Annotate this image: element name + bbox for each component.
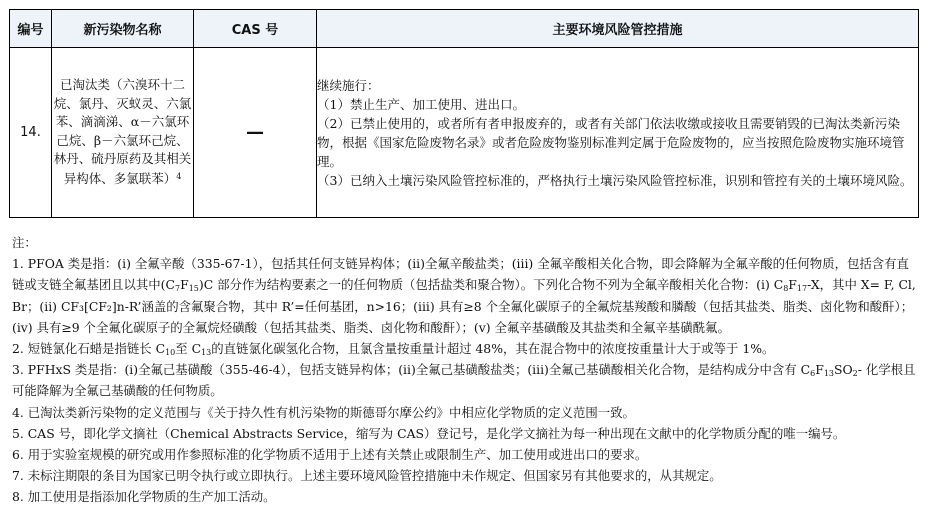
header-number: 编号 bbox=[10, 10, 52, 48]
notes-section bbox=[12, 232, 918, 508]
header-measures: 主要环境风险管控措施 bbox=[317, 10, 919, 48]
note-6: 6. 用于实验室规模的研究或用作参照标准的化学物质不适用于上述有关禁止或限制生产、加工使用或进出口的要求。 bbox=[12, 447, 648, 463]
measure-line: 继续施行： bbox=[317, 77, 380, 93]
cas-number: — bbox=[194, 48, 317, 218]
notes-heading: 注： bbox=[12, 235, 37, 250]
measure-line: （2）已禁止使用的，或者所有者申报废弃的，或者有关部门依法收缴或接收且需要销毁的已淘汰类新污染物，根据《国家危险废物名录》或者危险废物鉴别标准判定属于危险废物的，应当按照危险废物实施环境管理。 bbox=[317, 115, 905, 169]
table-header-row bbox=[10, 10, 919, 48]
header-cas: CAS 号 bbox=[194, 10, 317, 48]
note-2: 2. 短链氯化石蜡是指链长 $C_{10}$至 $C_{13}$的直链氯化碳氢化合物，且氯含量按重量计超过 48%，其在混合物中的浓度按重量计大于或等于 1%。 bbox=[12, 341, 775, 358]
row-number: 14. bbox=[10, 48, 52, 218]
note-8: 8. 加工使用是指添加化学物质的生产加工活动。 bbox=[12, 489, 276, 505]
pollutant-name-cell bbox=[52, 48, 194, 218]
note-1: 1. PFOA 类是指：(i) 全氟辛酸（335-67-1），包括其任何支链异构体；(ii)全氟辛酸盐类；(iii) 全氟辛酸相关化合物，即会降解为全氟辛酸的任何物质，包括含有直链或支链全氟基团且以其中$(C_7F_{15})C$ 部分作为结构要素之一的任何物质（包括盐类和聚合物）。下列化合物不列为全氟辛酸相关化合物：(i) $C_8F_{17}-X$，其中 X= F, Cl, Br；(ii) CF₃[CF₂]n-R’涵盖的含氟聚合物，其中 R’=任何基团，n>16；(iii) 具有≥8 个全氟化碳原子的全氟烷基羧酸和膦酸（包括其盐类、脂类、卤化物和酸酐）；(iv) 具有≥9 个全氟化碳原子的全氟烷烃磺酸（包括其盐类、脂类、卤化物和酸酐）；(v) 全氟辛基磺酸及其盐类和全氟辛基磺酰氟。 bbox=[12, 256, 916, 335]
pollutant-table bbox=[9, 9, 919, 218]
header-name: 新污染物名称 bbox=[52, 10, 194, 48]
table-row bbox=[10, 48, 919, 218]
measure-line: （3）已纳入土壤污染风险管控标准的，严格执行土壤污染风险管控标准，识别和管控有关的土壤环境风险。 bbox=[317, 172, 913, 188]
note-5: 5. CAS 号，即化学文摘社（Chemical Abstracts Service，缩写为 CAS）登记号，是化学文摘社为每一种出现在文献中的化学物质分配的唯一编号。 bbox=[12, 425, 846, 441]
pollutant-name-footnote: 4 bbox=[176, 172, 182, 182]
measures-cell bbox=[317, 48, 919, 218]
note-7: 7. 未标注期限的条目为国家已明令执行或立即执行。上述主要环境风险管控措施中未作规定、但国家另有其他要求的，从其规定。 bbox=[12, 468, 722, 484]
measure-line: （1）禁止生产、加工使用、进出口。 bbox=[317, 96, 525, 112]
note-3: 3. PFHxS 类是指：(i)全氟己基磺酸（355-46-4），包括支链异构体；(ii)全氟己基磺酸盐类；(iii)全氟己基磺酸相关化合物，是结构成分中含有 $C_6F_{13}SO_2-$ 化学根且可能降解为全氟己基磺酸的任何物质。 bbox=[12, 362, 916, 399]
note-4: 4. 已淘汰类新污染物的定义范围与《关于持久性有机污染物的斯德哥尔摩公约》中相应化学物质的定义范围一致。 bbox=[12, 404, 635, 420]
pollutant-name: 已淘汰类（六溴环十二烷、氯丹、灭蚁灵、六氯苯、滴滴涕、α－六氯环己烷、β－六氯环己烷、林丹、硫丹原药及其相关异构体、多氯联苯） bbox=[53, 77, 192, 187]
